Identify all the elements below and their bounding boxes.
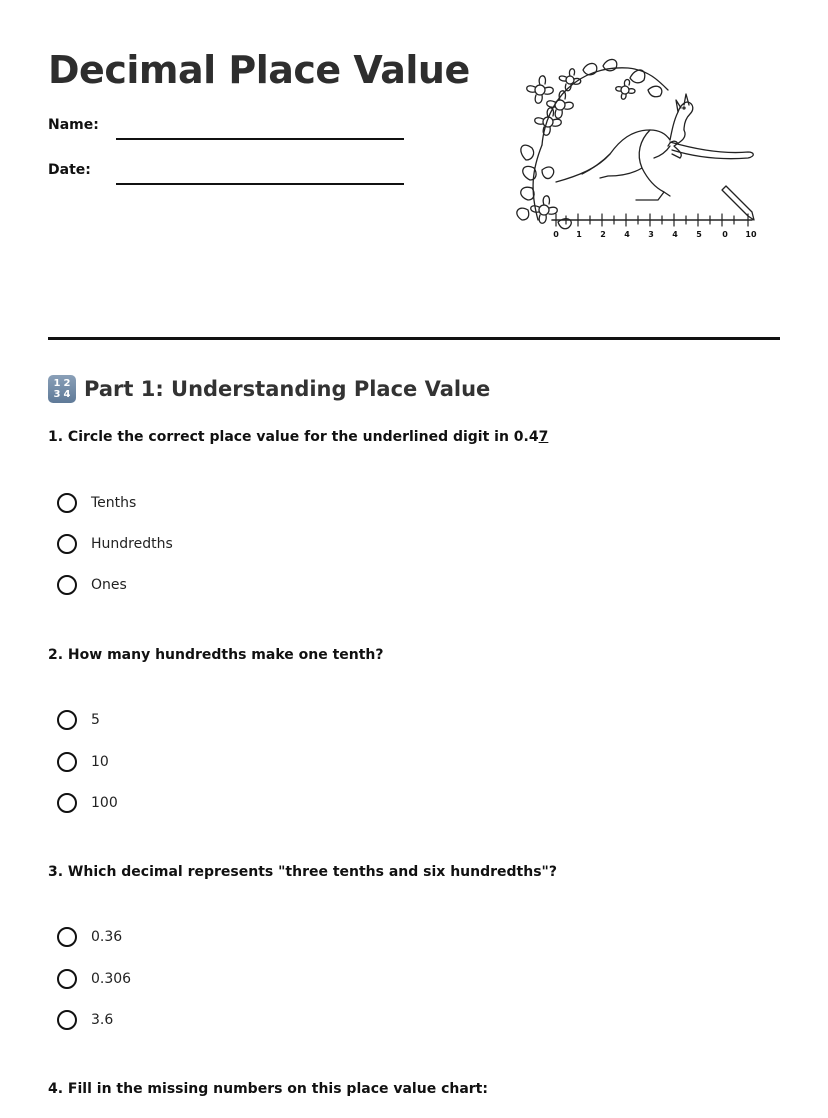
q1-option[interactable]: Hundredths (57, 531, 173, 557)
q2-option[interactable]: 100 (57, 790, 118, 816)
question-2: 2. How many hundredths make one tenth? (48, 647, 384, 663)
q1-option[interactable]: Tenths (57, 490, 136, 516)
radio-circle-icon[interactable] (57, 793, 77, 813)
section-divider (48, 337, 780, 340)
question-1: 1. Circle the correct place value for the underlined digit in 0.47 (48, 429, 549, 445)
radio-circle-icon[interactable] (57, 1010, 77, 1030)
number-line-label: 5 (696, 230, 702, 239)
q2-option[interactable]: 10 (57, 749, 109, 775)
q3-option[interactable]: 0.36 (57, 924, 122, 950)
q2-option[interactable]: 5 (57, 707, 100, 733)
number-line-label: 4 (672, 230, 678, 239)
radio-circle-icon[interactable] (57, 534, 77, 554)
number-line-label: 2 (600, 230, 606, 239)
radio-circle-icon[interactable] (57, 752, 77, 772)
part1-title: Part 1: Understanding Place Value (84, 377, 491, 401)
underlined-digit: 7 (538, 429, 549, 445)
number-line-label: 1 (576, 230, 582, 239)
radio-circle-icon[interactable] (57, 493, 77, 513)
radio-circle-icon[interactable] (57, 710, 77, 730)
date-label: Date: (48, 162, 91, 178)
name-label: Name: (48, 117, 99, 133)
name-field (48, 117, 408, 147)
number-line-label: 3 (648, 230, 654, 239)
question-3: 3. Which decimal represents "three tenths and six hundredths"? (48, 864, 557, 880)
q1-option[interactable]: Ones (57, 572, 127, 598)
number-line-label: 4 (624, 230, 630, 239)
input-numbers-icon: 1 2 3 4 (48, 375, 76, 403)
q3-option[interactable]: 3.6 (57, 1007, 113, 1033)
worksheet-title: Decimal Place Value (48, 48, 470, 92)
radio-circle-icon[interactable] (57, 927, 77, 947)
kangaroo-number-line-illustration (508, 50, 768, 245)
name-answer-line[interactable] (116, 138, 404, 140)
date-field (48, 162, 408, 192)
number-line-label: 0 (553, 230, 559, 239)
date-answer-line[interactable] (116, 183, 404, 185)
number-line-label: 10 (745, 230, 757, 239)
question-4: 4. Fill in the missing numbers on this place value chart: (48, 1081, 488, 1097)
part1-heading (48, 374, 490, 404)
radio-circle-icon[interactable] (57, 575, 77, 595)
number-line-label: 0 (722, 230, 728, 239)
q3-option[interactable]: 0.306 (57, 966, 131, 992)
radio-circle-icon[interactable] (57, 969, 77, 989)
